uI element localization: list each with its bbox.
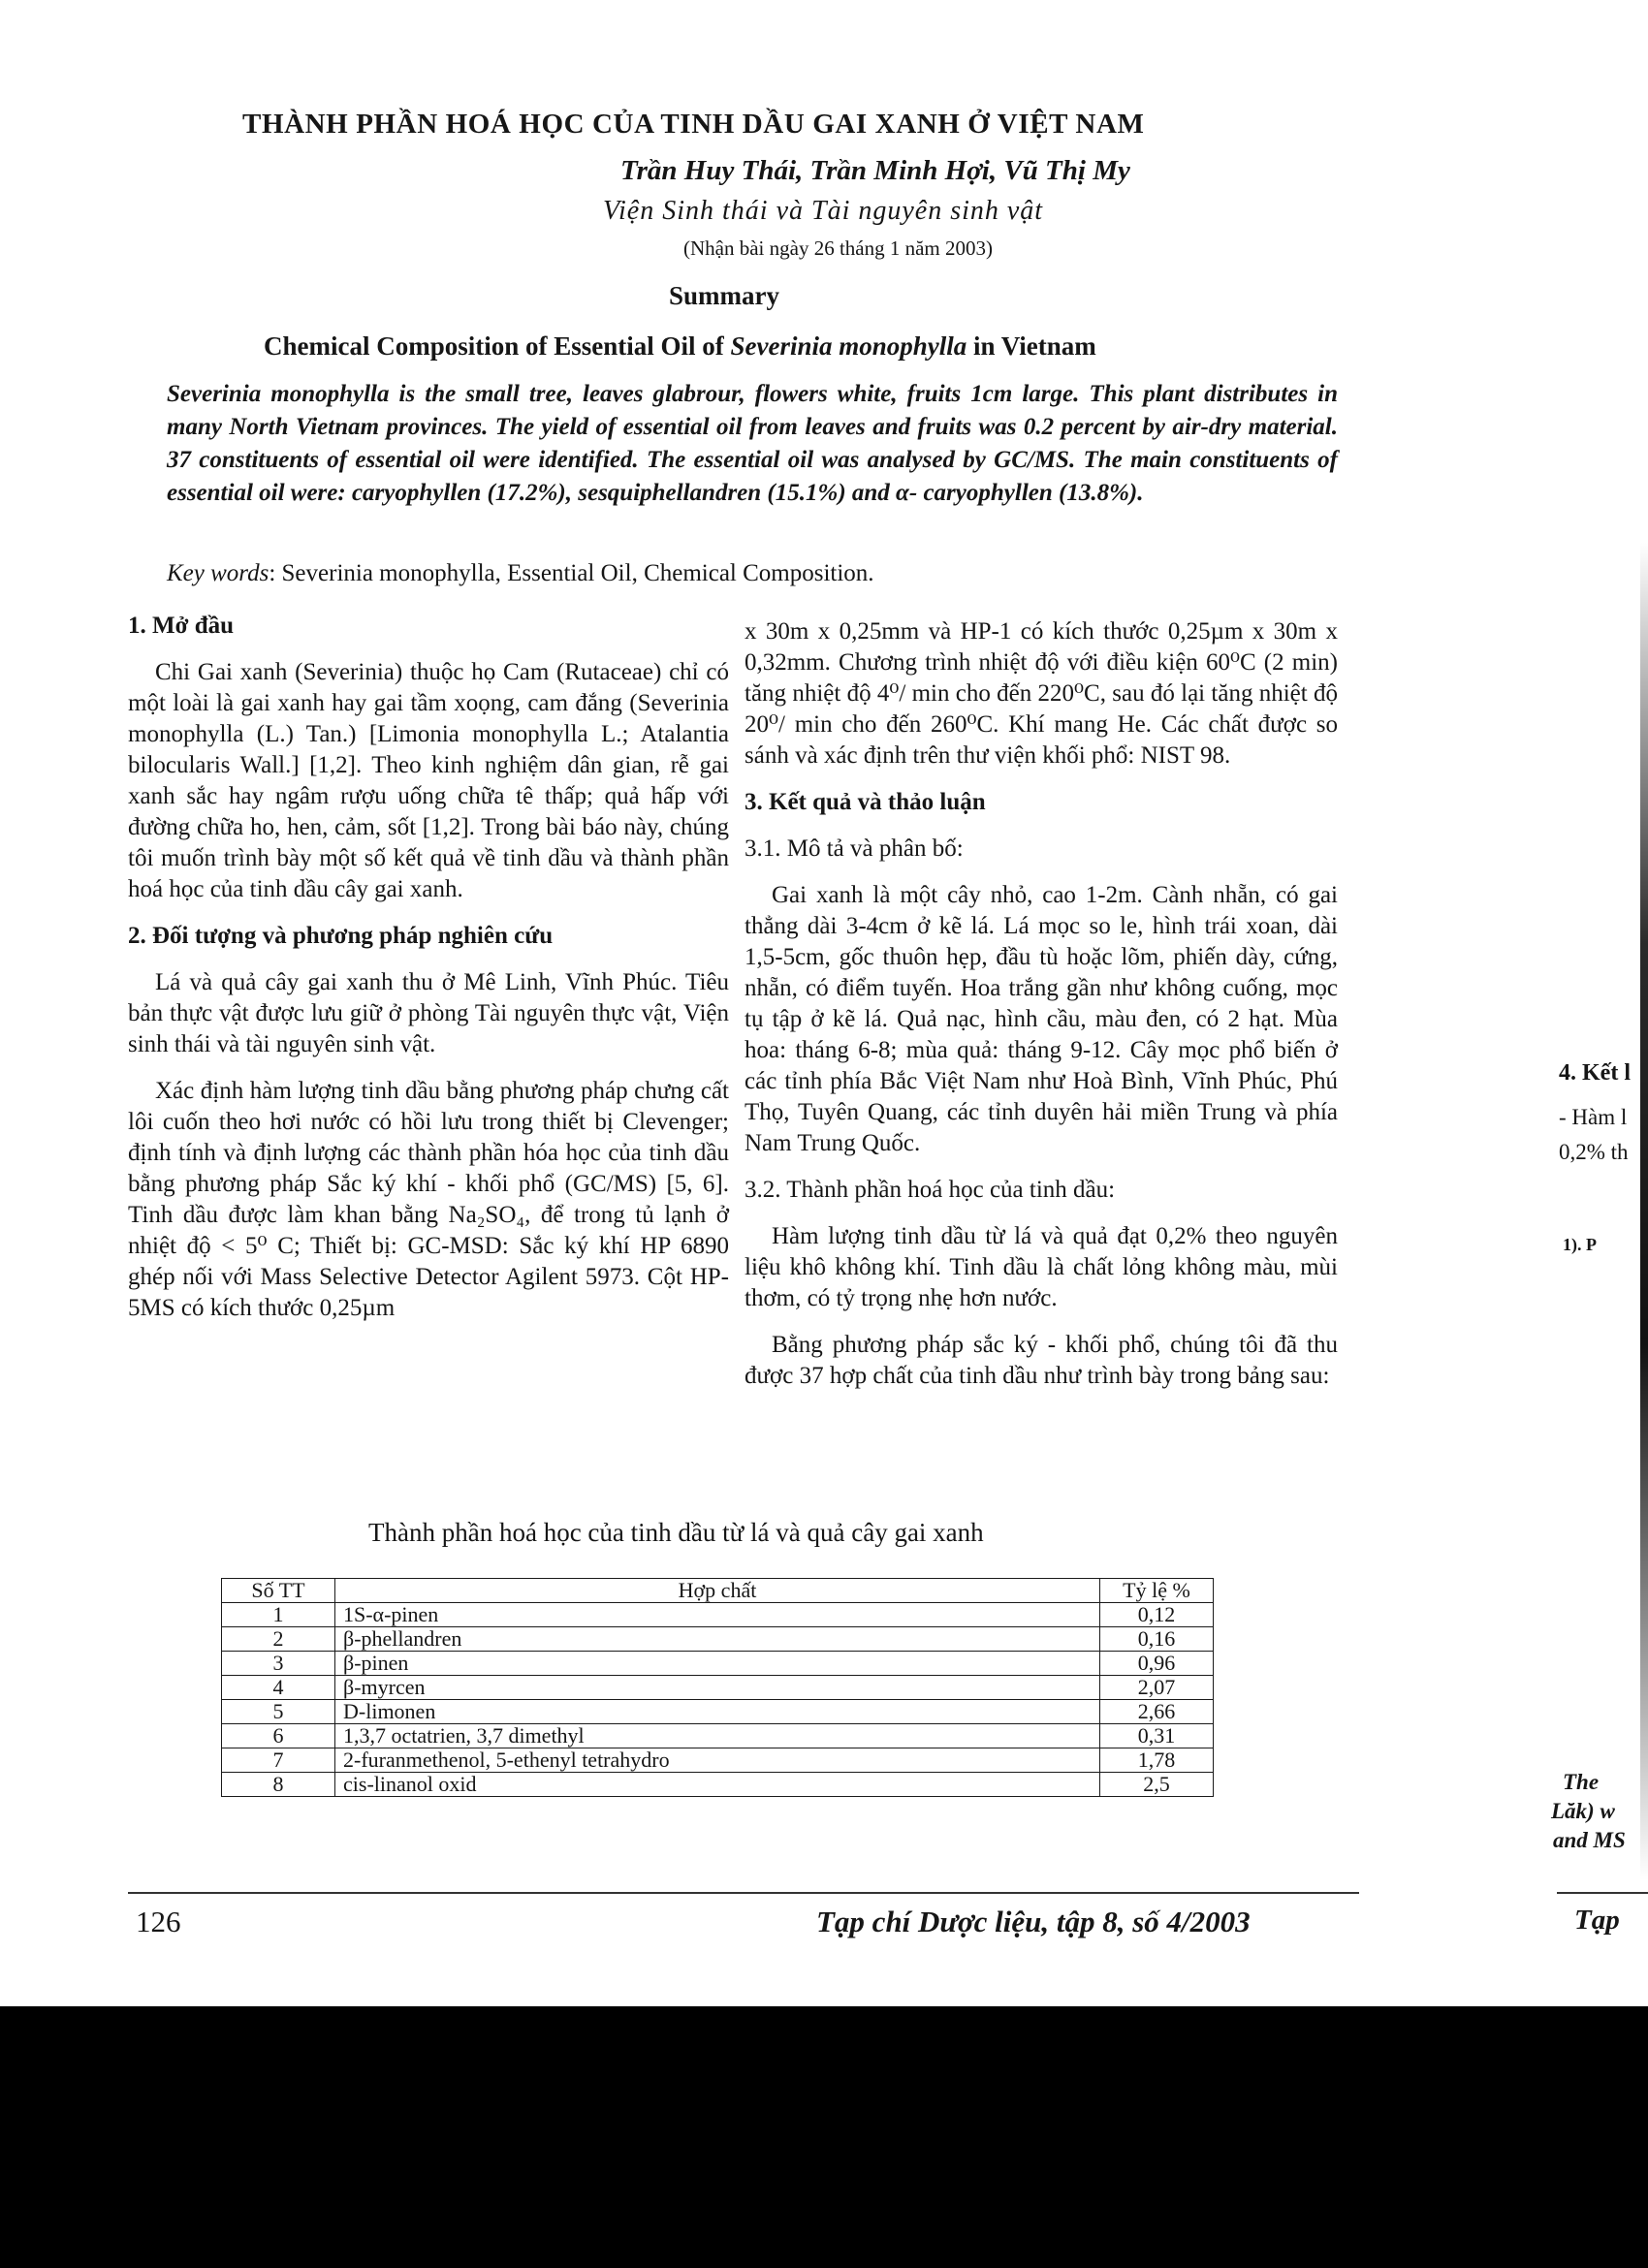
summary-heading: Summary	[669, 281, 779, 310]
adjacent-page-footer-rule	[1557, 1892, 1648, 1894]
row-compound: β-pinen	[335, 1652, 1100, 1676]
adjacent-page-fragment: Tạp	[1574, 1905, 1620, 1936]
adjacent-page-fragment: 1). P	[1563, 1235, 1597, 1254]
table-row	[222, 1773, 1214, 1797]
section-2-paragraph-2: Xác định hàm lượng tinh dầu bằng phương pháp chưng cất lôi cuốn theo hơi nước có hồi lưu trong thiết bị Clevenger; định tính và định lượng các thành phần hóa học của tinh dầu bằng phương pháp Sắc ký khí - khối phổ (GC/MS) [5, 6]. Tinh dầu được làm khan bằng Na₂SO₄, để trong tủ lạnh ở nhiệt độ < 5⁰ C; Thiết bị: GC-MSD: Sắc ký khí HP 6890 ghép nối với Mass Selective Detector Agilent 5973. Cột HP-5MS có kích thước 0,25µm	[128, 1078, 729, 1321]
row-number: 3	[222, 1652, 335, 1676]
table-row	[222, 1652, 1214, 1676]
row-percent: 2,07	[1100, 1676, 1214, 1700]
row-percent: 2,5	[1100, 1773, 1214, 1797]
table-row	[222, 1676, 1214, 1700]
row-number: 6	[222, 1724, 335, 1748]
section-3-1-heading: 3.1. Mô tả và phân bố:	[745, 835, 964, 862]
table-row	[222, 1748, 1214, 1773]
section-3-2-paragraph-2: Bằng phương pháp sắc ký - khối phổ, chúng tôi đã thu được 37 hợp chất của tinh dầu như trình bày trong bảng sau:	[745, 1332, 1338, 1389]
row-compound: β-phellandren	[335, 1627, 1100, 1652]
summary-title-pre: Chemical Composition of Essential Oil of	[264, 331, 731, 361]
footer-rule	[128, 1892, 1359, 1894]
journal-name: Tạp chí Dược liệu, tập 8, số 4/2003	[816, 1905, 1251, 1938]
institution: Viện Sinh thái và Tài nguyên sinh vật	[603, 196, 1044, 226]
adjacent-page-fragment: Lăk) w	[1551, 1799, 1615, 1823]
received-date: (Nhận bài ngày 26 tháng 1 năm 2003)	[683, 236, 994, 260]
keywords-value: : Severinia monophylla, Essential Oil, Chemical Composition.	[269, 560, 874, 586]
method-continued-paragraph: x 30m x 0,25mm và HP-1 có kích thước 0,25µm x 30m x 0,32mm. Chương trình nhiệt độ với điều kiện 60⁰C (2 min) tăng nhiệt độ 4⁰/ min cho đến 220⁰C, sau đó lại tăng nhiệt độ 20⁰/ min cho đến 260⁰C. Khí mang He. Các chất được so sánh và xác định trên thư viện khối phổ: NIST 98.	[745, 618, 1338, 769]
summary-title	[264, 331, 1096, 362]
page-number: 126	[136, 1905, 181, 1938]
table-row	[222, 1603, 1214, 1627]
adjacent-page-fragment: The	[1563, 1770, 1600, 1794]
scan-bottom-band	[0, 2006, 1648, 2268]
adjacent-page-fragment: 0,2% th	[1559, 1140, 1629, 1164]
row-number: 8	[222, 1773, 335, 1797]
row-number: 4	[222, 1676, 335, 1700]
row-compound: 1S-α-pinen	[335, 1603, 1100, 1627]
keywords	[167, 560, 874, 587]
row-percent: 0,16	[1100, 1627, 1214, 1652]
paper-title: THÀNH PHẦN HOÁ HỌC CỦA TINH DẦU GAI XANH Ở VIỆT NAM	[242, 109, 1145, 140]
section-3-1-paragraph: Gai xanh là một cây nhỏ, cao 1-2m. Cành nhẵn, có gai thẳng dài 3-4cm ở kẽ lá. Lá mọc so le, hình trái xoan, dài 1,5-5cm, gốc thuôn hẹp, đầu tù hoặc lõm, phiến dày, cứng, nhẵn, có điểm tuyến. Hoa trắng gần như không cuống, mọc tụ tập ở kẽ lá. Quả nạc, hình cầu, màu đen, có 2 hạt. Mùa hoa: tháng 6-8; mùa quả: tháng 9-12. Cây mọc phổ biến ở các tỉnh phía Bắc Việt Nam như Hoà Bình, Vĩnh Phúc, Phú Thọ, Tuyên Quang, các tỉnh duyên hải miền Trung và phía Nam Trung Quốc.	[745, 882, 1338, 1156]
header-cell-compound: Hợp chất	[335, 1579, 1100, 1603]
table-header-row	[222, 1579, 1214, 1603]
author-list: Trần Huy Thái, Trần Minh Hợi, Vũ Thị My	[620, 155, 1130, 186]
table-row	[222, 1700, 1214, 1724]
section-1-heading: 1. Mở đầu	[128, 613, 234, 639]
section-3-2-paragraph-1: Hàm lượng tinh dầu từ lá và quả đạt 0,2% theo nguyên liệu khô không khí. Tinh dầu là chất lỏng không màu, mùi thơm, có tỷ trọng nhẹ hơn nước.	[745, 1223, 1338, 1311]
section-1-paragraph: Chi Gai xanh (Severinia) thuộc họ Cam (Rutaceae) chỉ có một loài là gai xanh hay gai tầm xoọng, cam đắng (Severinia monophylla (L.) Tan.) [Limonia monophylla L.; Atalantia bilocularis Wall.] [1,2]. Theo kinh nghiệm dân gian, rễ gai xanh sắc hay ngâm rượu uống chữa tê thấp; quả hấp với đường chữa ho, hen, cảm, sốt [1,2]. Trong bài báo này, chúng tôi muốn trình bày một số kết quả về tinh dầu và thành phần hoá học của tinh dầu cây gai xanh.	[128, 659, 729, 902]
composition-table	[221, 1578, 1214, 1797]
row-compound: cis-linanol oxid	[335, 1773, 1100, 1797]
keywords-label: Key words	[167, 560, 269, 586]
row-number: 5	[222, 1700, 335, 1724]
header-cell-number: Số TT	[222, 1579, 335, 1603]
row-compound: D-limonen	[335, 1700, 1100, 1724]
section-3-heading: 3. Kết quả và thảo luận	[745, 789, 986, 815]
adjacent-page-fragment: - Hàm l	[1559, 1105, 1628, 1129]
row-number: 7	[222, 1748, 335, 1773]
section-2-heading: 2. Đối tượng và phương pháp nghiên cứu	[128, 923, 554, 949]
table-caption: Thành phần hoá học của tinh dầu từ lá và quả cây gai xanh	[368, 1518, 984, 1547]
row-number: 2	[222, 1627, 335, 1652]
table-row	[222, 1724, 1214, 1748]
summary-title-species: Severinia monophylla	[730, 331, 967, 361]
row-compound: 2-furanmethenol, 5-ethenyl tetrahydro	[335, 1748, 1100, 1773]
section-3-2-heading: 3.2. Thành phần hoá học của tinh dầu:	[745, 1177, 1116, 1203]
row-percent: 0,12	[1100, 1603, 1214, 1627]
table-row	[222, 1627, 1214, 1652]
row-percent: 0,31	[1100, 1724, 1214, 1748]
abstract-text: Severinia monophylla is the small tree, leaves glabrour, flowers white, fruits 1cm large. This plant distributes in many North Vietnam provinces. The yield of essential oil from leaves and fruits was 0.2 percent by air-dry material. 37 constituents of essential oil were identified. The essential oil was analysed by GC/MS. The main constituents of essential oil were: caryophyllen (17.2%), sesquiphellandren (15.1%) and α- caryophyllen (13.8%).	[167, 381, 1338, 506]
row-compound: 1,3,7 octatrien, 3,7 dimethyl	[335, 1724, 1100, 1748]
section-2-paragraph-1: Lá và quả cây gai xanh thu ở Mê Linh, Vĩnh Phúc. Tiêu bản thực vật được lưu giữ ở phòng Tài nguyên thực vật, Viện sinh thái và tài nguyên sinh vật.	[128, 969, 729, 1057]
header-cell-percent: Tỷ lệ %	[1100, 1579, 1214, 1603]
row-percent: 2,66	[1100, 1700, 1214, 1724]
adjacent-page-edge	[1640, 543, 1648, 1880]
row-number: 1	[222, 1603, 335, 1627]
row-percent: 1,78	[1100, 1748, 1214, 1773]
left-column	[128, 611, 729, 1324]
adjacent-page-fragment: and MS	[1553, 1828, 1626, 1852]
right-column	[745, 616, 1338, 1392]
row-compound: β-myrcen	[335, 1676, 1100, 1700]
summary-title-post: in Vietnam	[967, 331, 1096, 361]
adjacent-page-fragment: 4. Kết l	[1559, 1060, 1631, 1086]
row-percent: 0,96	[1100, 1652, 1214, 1676]
